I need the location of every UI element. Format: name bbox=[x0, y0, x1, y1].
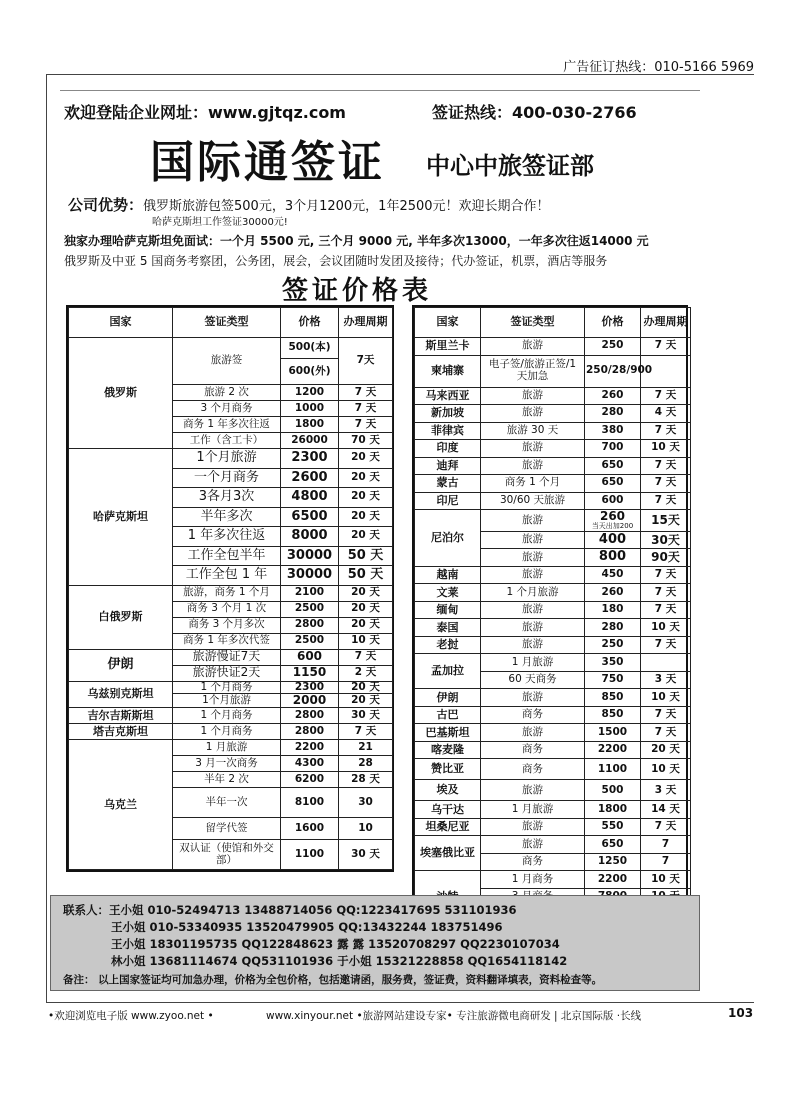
price: 650 bbox=[585, 475, 641, 493]
price-table-title: 签证价格表 bbox=[282, 276, 433, 306]
price: 380 bbox=[585, 422, 641, 440]
price: 8100 bbox=[281, 788, 339, 818]
table-row bbox=[415, 405, 691, 423]
ad-inner-rule bbox=[60, 90, 700, 91]
visa-type: 旅游，商务 1 个月 bbox=[173, 585, 281, 601]
visa-type: 商务 bbox=[481, 853, 585, 871]
country: 柬埔寨 bbox=[415, 355, 481, 387]
visa-type: 旅游 bbox=[481, 636, 585, 654]
contact-row: 王小姐 010-53340935 13520479905 QQ:13432244 183751496 bbox=[111, 920, 503, 934]
price: 700 bbox=[585, 440, 641, 458]
country-russia: 俄罗斯 bbox=[69, 338, 173, 449]
period: 7 天 bbox=[339, 724, 393, 740]
ad-hotline: 广告征订热线：010-5166 5969 bbox=[563, 60, 754, 75]
period: 10 天 bbox=[641, 619, 691, 637]
period: 7 天 bbox=[641, 818, 691, 836]
period: 20 天 bbox=[339, 585, 393, 601]
price: 260 bbox=[585, 387, 641, 405]
period: 7 天 bbox=[641, 475, 691, 493]
period: 7 天 bbox=[641, 706, 691, 724]
price: 1600 bbox=[281, 818, 339, 840]
price: 2200 bbox=[281, 740, 339, 756]
table-row bbox=[415, 601, 691, 619]
country-kazakhstan: 哈萨克斯坦 bbox=[69, 449, 173, 586]
country-nepal: 尼泊尔 bbox=[415, 510, 481, 567]
table-row bbox=[69, 708, 393, 724]
website-line: 欢迎登陆企业网址：www.gjtqz.com bbox=[64, 103, 346, 122]
period: 10 天 bbox=[641, 689, 691, 707]
period: 7天 bbox=[339, 338, 393, 385]
period: 7 天 bbox=[641, 601, 691, 619]
period: 7 天 bbox=[641, 422, 691, 440]
table-row bbox=[415, 440, 691, 458]
price: 2500 bbox=[281, 601, 339, 617]
visa-type: 旅游慢证7天 bbox=[173, 649, 281, 665]
table-row bbox=[69, 681, 393, 694]
period: 20 天 bbox=[339, 694, 393, 708]
period: 2 天 bbox=[339, 665, 393, 681]
service-line: 俄罗斯及中亚 5 国商务考察团，公务团，展会，会议团随时发团及接待；代办签证，机票，酒店等服务 bbox=[64, 254, 608, 268]
period: 7 天 bbox=[339, 385, 393, 401]
period: 30 bbox=[339, 788, 393, 818]
country-tajikistan: 塔吉克斯坦 bbox=[69, 724, 173, 740]
left-price-table bbox=[66, 305, 394, 872]
period: 15天 bbox=[641, 510, 691, 532]
price-cell bbox=[585, 510, 641, 532]
country: 缅甸 bbox=[415, 601, 481, 619]
visa-type: 旅游 bbox=[481, 836, 585, 854]
visa-type: 旅游签 bbox=[173, 338, 281, 385]
right-price-table bbox=[412, 305, 688, 926]
visa-type: 留学代签 bbox=[173, 818, 281, 840]
table-row bbox=[415, 836, 691, 854]
left-frame-rule bbox=[46, 74, 47, 1002]
header-price: 价格 bbox=[281, 308, 339, 338]
visa-type: 半年多次 bbox=[173, 507, 281, 527]
visa-type: 1 个月商务 bbox=[173, 724, 281, 740]
period: 20 天 bbox=[641, 741, 691, 759]
price: 4300 bbox=[281, 756, 339, 772]
table-row bbox=[69, 740, 393, 756]
visa-type: 旅游 bbox=[481, 531, 585, 549]
price: 260 bbox=[599, 509, 626, 523]
visa-type: 旅游 bbox=[481, 619, 585, 637]
period: 30天 bbox=[641, 531, 691, 549]
price: 2300 bbox=[281, 449, 339, 469]
visa-type: 60 天商务 bbox=[481, 671, 585, 689]
price: 1200 bbox=[281, 385, 339, 401]
period: 20 天 bbox=[339, 617, 393, 633]
table-row bbox=[415, 475, 691, 493]
period: 10 bbox=[339, 818, 393, 840]
country-bangladesh: 孟加拉 bbox=[415, 654, 481, 689]
header-period: 办理周期 bbox=[641, 308, 691, 338]
price: 2500 bbox=[281, 633, 339, 649]
header-country: 国家 bbox=[415, 308, 481, 338]
period: 10 天 bbox=[641, 759, 691, 780]
visa-type: 1 个月商务 bbox=[173, 681, 281, 694]
top-rule bbox=[46, 74, 754, 75]
price: 600 bbox=[281, 649, 339, 665]
table-header-row bbox=[69, 308, 393, 338]
price: 600 bbox=[585, 492, 641, 510]
visa-type: 半年 2 次 bbox=[173, 772, 281, 788]
visa-type: 旅游 30 天 bbox=[481, 422, 585, 440]
visa-type: 1 个月旅游 bbox=[481, 584, 585, 602]
country: 菲律宾 bbox=[415, 422, 481, 440]
footer-rule bbox=[46, 1002, 754, 1003]
price: 800 bbox=[585, 549, 641, 567]
advantage-line bbox=[68, 194, 550, 215]
visa-type: 1 月旅游 bbox=[173, 740, 281, 756]
visa-type: 旅游 bbox=[481, 549, 585, 567]
period: 7 bbox=[641, 836, 691, 854]
price: 850 bbox=[585, 706, 641, 724]
visa-type: 旅游 bbox=[481, 566, 585, 584]
table-row bbox=[415, 724, 691, 742]
visa-type: 工作全包半年 bbox=[173, 546, 281, 566]
price: 750 bbox=[585, 671, 641, 689]
country: 蒙古 bbox=[415, 475, 481, 493]
price: 500 bbox=[585, 780, 641, 801]
price: 30000 bbox=[281, 566, 339, 586]
table-row bbox=[69, 649, 393, 665]
visa-type: 1个月旅游 bbox=[173, 449, 281, 469]
period: 20 天 bbox=[339, 507, 393, 527]
visa-type: 3 个月商务 bbox=[173, 401, 281, 417]
price: 2800 bbox=[281, 724, 339, 740]
visa-type: 旅游 bbox=[481, 818, 585, 836]
period: 7 天 bbox=[641, 457, 691, 475]
price: 8000 bbox=[281, 527, 339, 547]
table-row bbox=[415, 422, 691, 440]
contact-text: 王小姐 010-52494713 13488714056 QQ:1223417695 531101936 bbox=[109, 903, 517, 917]
visa-type: 商务 1 个月 bbox=[481, 475, 585, 493]
period: 20 天 bbox=[339, 488, 393, 508]
brand-subtitle: 中心中旅签证部 bbox=[426, 151, 594, 180]
price: 26000 bbox=[281, 433, 339, 449]
price: 6200 bbox=[281, 772, 339, 788]
table-row bbox=[415, 619, 691, 637]
price: 1000 bbox=[281, 401, 339, 417]
period: 50 天 bbox=[339, 546, 393, 566]
visa-type: 1 月旅游 bbox=[481, 654, 585, 672]
table-row bbox=[69, 449, 393, 469]
price: 1100 bbox=[281, 840, 339, 870]
visa-type: 旅游 bbox=[481, 387, 585, 405]
price: 350 bbox=[585, 654, 641, 672]
visa-type: 商务 bbox=[481, 741, 585, 759]
table-row bbox=[415, 689, 691, 707]
visa-type: 旅游 bbox=[481, 780, 585, 801]
table-row bbox=[415, 566, 691, 584]
price: 250/28/900 bbox=[585, 355, 641, 387]
table-row bbox=[415, 871, 691, 889]
period: 28 bbox=[339, 756, 393, 772]
period: 14 天 bbox=[641, 801, 691, 819]
table-row bbox=[415, 780, 691, 801]
country: 斯里兰卡 bbox=[415, 338, 481, 356]
price: 500(本) bbox=[281, 338, 339, 359]
footer-left: •欢迎浏览电子版 www.zyoo.net • bbox=[48, 1010, 214, 1022]
header-country: 国家 bbox=[69, 308, 173, 338]
table-row bbox=[415, 387, 691, 405]
visa-type: 旅游 bbox=[481, 724, 585, 742]
visa-type: 旅游 bbox=[481, 405, 585, 423]
country: 新加坡 bbox=[415, 405, 481, 423]
period: 7 bbox=[641, 853, 691, 871]
period: 4 天 bbox=[641, 405, 691, 423]
country: 越南 bbox=[415, 566, 481, 584]
table-row bbox=[69, 338, 393, 359]
visa-type: 3各月3次 bbox=[173, 488, 281, 508]
price: 1250 bbox=[585, 853, 641, 871]
price: 2100 bbox=[281, 585, 339, 601]
country-ukraine: 乌克兰 bbox=[69, 740, 173, 870]
period: 7 天 bbox=[641, 566, 691, 584]
footer-middle: www.xinyour.net •旅游网站建设专家• 专注旅游微电商研发 | 北京国际版 ·长线 bbox=[266, 1010, 642, 1022]
price: 1150 bbox=[281, 665, 339, 681]
price: 1500 bbox=[585, 724, 641, 742]
country-kyrgyzstan: 吉尔吉斯斯坦 bbox=[69, 708, 173, 724]
visa-type: 1 月商务 bbox=[481, 871, 585, 889]
visa-type: 商务 1 年多次往返 bbox=[173, 417, 281, 433]
price: 6500 bbox=[281, 507, 339, 527]
price: 2300 bbox=[281, 681, 339, 694]
price: 280 bbox=[585, 619, 641, 637]
visa-type: 旅游 bbox=[481, 689, 585, 707]
country: 老挝 bbox=[415, 636, 481, 654]
country-uzbekistan: 乌兹别克斯坦 bbox=[69, 681, 173, 708]
price: 1100 bbox=[585, 759, 641, 780]
contact-row bbox=[63, 902, 687, 919]
price: 2800 bbox=[281, 617, 339, 633]
advantage-label: 公司优势： bbox=[68, 196, 144, 214]
price: 2800 bbox=[281, 708, 339, 724]
visa-type: 30/60 天旅游 bbox=[481, 492, 585, 510]
price: 1800 bbox=[585, 801, 641, 819]
visa-type: 旅游 bbox=[481, 440, 585, 458]
period: 20 天 bbox=[339, 449, 393, 469]
period: 10 天 bbox=[339, 633, 393, 649]
price: 450 bbox=[585, 566, 641, 584]
visa-type: 商务 1 年多次代签 bbox=[173, 633, 281, 649]
table-row bbox=[415, 584, 691, 602]
visa-type: 旅游 bbox=[481, 601, 585, 619]
price: 2000 bbox=[281, 694, 339, 708]
visa-type: 商务 3 个月多次 bbox=[173, 617, 281, 633]
country: 埃及 bbox=[415, 780, 481, 801]
period: 7 天 bbox=[641, 584, 691, 602]
country: 乌干达 bbox=[415, 801, 481, 819]
visa-type: 半年一次 bbox=[173, 788, 281, 818]
visa-type: 旅游 bbox=[481, 457, 585, 475]
advantage-note: 哈萨克斯坦工作签证30000元! bbox=[152, 217, 288, 228]
visa-type: 商务 bbox=[481, 706, 585, 724]
visa-type: 1个月旅游 bbox=[173, 694, 281, 708]
country: 印度 bbox=[415, 440, 481, 458]
country: 喀麦隆 bbox=[415, 741, 481, 759]
period: 7 天 bbox=[641, 492, 691, 510]
price: 550 bbox=[585, 818, 641, 836]
visa-type: 旅游 bbox=[481, 338, 585, 356]
period: 50 天 bbox=[339, 566, 393, 586]
country: 坦桑尼亚 bbox=[415, 818, 481, 836]
country: 古巴 bbox=[415, 706, 481, 724]
visa-type: 工作（含工卡） bbox=[173, 433, 281, 449]
contact-label: 联系人： bbox=[63, 903, 109, 917]
visa-type: 商务 bbox=[481, 759, 585, 780]
visa-type: 旅游 bbox=[481, 510, 585, 532]
period: 7 天 bbox=[641, 387, 691, 405]
table-row bbox=[415, 818, 691, 836]
table-row bbox=[415, 457, 691, 475]
country: 迪拜 bbox=[415, 457, 481, 475]
table-row bbox=[415, 654, 691, 672]
period: 7 天 bbox=[339, 649, 393, 665]
country: 文莱 bbox=[415, 584, 481, 602]
country: 伊朗 bbox=[415, 689, 481, 707]
period: 3 天 bbox=[641, 780, 691, 801]
table-row bbox=[415, 801, 691, 819]
table-row bbox=[415, 492, 691, 510]
period: 7 天 bbox=[339, 417, 393, 433]
page-number: 103 bbox=[728, 1006, 754, 1020]
period: 90天 bbox=[641, 549, 691, 567]
visa-type: 工作全包 1 年 bbox=[173, 566, 281, 586]
period: 20 天 bbox=[339, 681, 393, 694]
header-price: 价格 bbox=[585, 308, 641, 338]
table-row bbox=[415, 759, 691, 780]
table-row bbox=[69, 724, 393, 740]
visa-type: 一个月商务 bbox=[173, 468, 281, 488]
period: 10 天 bbox=[641, 871, 691, 889]
table-row bbox=[415, 510, 691, 532]
contact-row: 林小姐 13681114674 QQ531101936 于小姐 15321228858 QQ1654118142 bbox=[111, 954, 568, 968]
table-row bbox=[415, 741, 691, 759]
country: 泰国 bbox=[415, 619, 481, 637]
visa-type: 商务 3 个月 1 次 bbox=[173, 601, 281, 617]
visa-hotline: 签证热线：400-030-2766 bbox=[432, 103, 637, 122]
contact-note: 备注： 以上国家签证均可加急办理，价格为全包价格，包括邀请函，服务费，签证费，资料翻译填表，资料检查等。 bbox=[63, 974, 603, 986]
period: 28 天 bbox=[339, 772, 393, 788]
price: 260 bbox=[585, 584, 641, 602]
price: 4800 bbox=[281, 488, 339, 508]
price: 30000 bbox=[281, 546, 339, 566]
price: 1800 bbox=[281, 417, 339, 433]
price: 250 bbox=[585, 636, 641, 654]
table-header-row bbox=[415, 308, 691, 338]
price: 850 bbox=[585, 689, 641, 707]
advantage-text: 俄罗斯旅游包签500元，3个月1200元，1年2500元！欢迎长期合作！ bbox=[143, 199, 550, 214]
country: 马来西亚 bbox=[415, 387, 481, 405]
header-period: 办理周期 bbox=[339, 308, 393, 338]
price: 2200 bbox=[585, 871, 641, 889]
price: 280 bbox=[585, 405, 641, 423]
price: 650 bbox=[585, 457, 641, 475]
period: 30 天 bbox=[339, 708, 393, 724]
price-note: 当天出加200 bbox=[591, 522, 634, 531]
period: 70 天 bbox=[339, 433, 393, 449]
table-row bbox=[415, 706, 691, 724]
country-belarus: 白俄罗斯 bbox=[69, 585, 173, 649]
visa-type: 双认证（使馆和外交部） bbox=[173, 840, 281, 870]
period: 10 天 bbox=[641, 440, 691, 458]
country: 巴基斯坦 bbox=[415, 724, 481, 742]
price: 600(外) bbox=[281, 359, 339, 385]
visa-type: 1 个月商务 bbox=[173, 708, 281, 724]
period: 30 天 bbox=[339, 840, 393, 870]
price: 180 bbox=[585, 601, 641, 619]
kazakhstan-offer: 独家办理哈萨克斯坦免面试：一个月 5500 元, 三个月 9000 元, 半年多次13000，一年多次往返14000 元 bbox=[64, 234, 649, 248]
header-visa-type: 签证类型 bbox=[481, 308, 585, 338]
period: 3 天 bbox=[641, 671, 691, 689]
visa-type: 旅游快证2天 bbox=[173, 665, 281, 681]
price: 2600 bbox=[281, 468, 339, 488]
period: 7 天 bbox=[641, 636, 691, 654]
contact-row: 王小姐 18301195735 QQ122848623 露 露 13520708297 QQ2230107034 bbox=[111, 937, 560, 951]
country: 印尼 bbox=[415, 492, 481, 510]
period: 20 天 bbox=[339, 601, 393, 617]
period: 20 天 bbox=[339, 468, 393, 488]
price: 400 bbox=[585, 531, 641, 549]
country-ethiopia: 埃塞俄比亚 bbox=[415, 836, 481, 871]
period: 7 天 bbox=[641, 338, 691, 356]
header-visa-type: 签证类型 bbox=[173, 308, 281, 338]
period: 7 天 bbox=[339, 401, 393, 417]
country: 赞比亚 bbox=[415, 759, 481, 780]
price: 650 bbox=[585, 836, 641, 854]
table-row bbox=[415, 355, 691, 387]
price: 2200 bbox=[585, 741, 641, 759]
visa-type: 1 月旅游 bbox=[481, 801, 585, 819]
table-row bbox=[69, 585, 393, 601]
visa-type: 3 月一次商务 bbox=[173, 756, 281, 772]
period: 21 bbox=[339, 740, 393, 756]
visa-type: 电子签/旅游正签/1 天加急 bbox=[481, 355, 585, 387]
period: 20 天 bbox=[339, 527, 393, 547]
price: 250 bbox=[585, 338, 641, 356]
visa-type: 旅游 2 次 bbox=[173, 385, 281, 401]
table-row bbox=[415, 636, 691, 654]
contact-box bbox=[50, 895, 700, 991]
visa-type: 1 年多次往返 bbox=[173, 527, 281, 547]
table-row bbox=[415, 338, 691, 356]
period bbox=[641, 654, 691, 672]
country-iran: 伊朗 bbox=[69, 649, 173, 681]
brand-title: 国际通签证 bbox=[150, 137, 385, 188]
period: 7 天 bbox=[641, 724, 691, 742]
